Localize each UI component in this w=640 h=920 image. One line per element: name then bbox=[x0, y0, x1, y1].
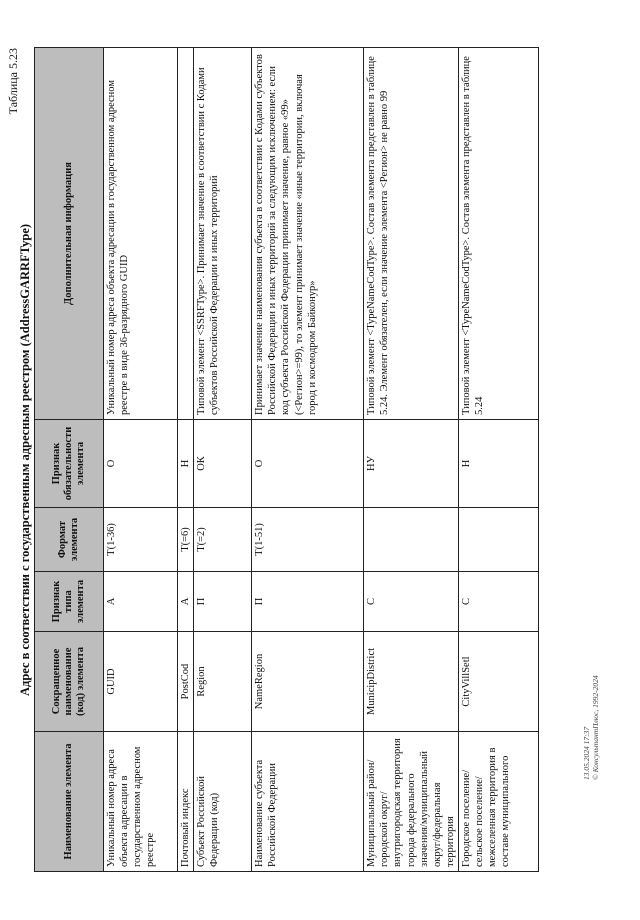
table-row bbox=[459, 48, 539, 872]
header-type: Признак типа элемента bbox=[35, 572, 104, 632]
cell-format: Т(1-51) bbox=[252, 508, 364, 572]
cell-type: П bbox=[194, 572, 252, 632]
cell-name: Муниципальный район/городской округ/внутригородская территория города федерального значения/муниципальный округ/федеральная территория bbox=[364, 732, 459, 872]
cell-name: Субъект Российской Федерации (код) bbox=[194, 732, 252, 872]
table-row bbox=[364, 48, 459, 872]
header-name: Наименование элемента bbox=[35, 732, 104, 872]
header-code: Сокращенное наименование (код) элемента bbox=[35, 632, 104, 732]
cell-type: С bbox=[459, 572, 539, 632]
cell-name: Уникальный номер адреса объекта адресации в государственном адресном реестре bbox=[104, 732, 178, 872]
cell-type: А bbox=[104, 572, 178, 632]
table-caption: Адрес в соответствии с государственным адресным реестром (AddressGARRFType) bbox=[18, 223, 32, 697]
cell-info: Принимает значение наименования субъекта в соответствии с Кодами субъектов Российской Федерации и иных территорий за следующим исключением: если код субъекта Российской Федерации принимает значение, равное «99» (<Регион>=99), то элемент принимает значение «иные территории, включая город и космодром Байконур» bbox=[252, 48, 364, 420]
cell-required: ОК bbox=[194, 420, 252, 508]
table-row bbox=[104, 48, 178, 872]
cell-code: MunicipDistrict bbox=[364, 632, 459, 732]
header-format: Формат элемента bbox=[35, 508, 104, 572]
cell-format bbox=[459, 508, 539, 572]
header-required: Признак обязательности элемента bbox=[35, 420, 104, 508]
cell-type: А bbox=[178, 572, 194, 632]
cell-name: Почтовый индекс bbox=[178, 732, 194, 872]
cell-format: Т(=2) bbox=[194, 508, 252, 572]
cell-info: Типовой элемент <SSRFType>. Принимает значение в соответствии с Кодами субъектов Российской Федерации и иных территорий bbox=[194, 48, 252, 420]
cell-info: Уникальный номер адреса объекта адресации в государственном адресном реестре в виде 36-разрядного GUID bbox=[104, 48, 178, 420]
table-row bbox=[252, 48, 364, 872]
table-header-row bbox=[35, 48, 104, 872]
table-label: Таблица 5.23 bbox=[6, 48, 20, 115]
cell-code: PostCod bbox=[178, 632, 194, 732]
cell-required: О bbox=[104, 420, 178, 508]
table-row bbox=[194, 48, 252, 872]
cell-format bbox=[364, 508, 459, 572]
cell-type: С bbox=[364, 572, 459, 632]
cell-info: Типовой элемент <TypeNameCodType>. Состав элемента представлен в таблице 5.24 bbox=[459, 48, 539, 420]
rotated-page-content bbox=[0, 40, 640, 880]
cell-format: Т(=6) bbox=[178, 508, 194, 572]
cell-required: Н bbox=[178, 420, 194, 508]
address-table bbox=[34, 47, 539, 872]
cell-name: Городское поселение/сельское поселение/межселенная территория в составе муниципального bbox=[459, 732, 539, 872]
cell-name: Наименование субъекта Российской Федерации bbox=[252, 732, 364, 872]
footer-stamp bbox=[582, 620, 600, 780]
header-info: Дополнительная информация bbox=[35, 48, 104, 420]
cell-info bbox=[178, 48, 194, 420]
footer-line-2: © КонсультантПлюс, 1992-2024 bbox=[591, 675, 600, 780]
cell-code: CityVillSetl bbox=[459, 632, 539, 732]
footer-line-1: 13.05.2024 17:37 bbox=[582, 726, 591, 780]
cell-required: Н bbox=[459, 420, 539, 508]
cell-required: НУ bbox=[364, 420, 459, 508]
cell-code: NameRegion bbox=[252, 632, 364, 732]
cell-info: Типовой элемент <TypeNameCodType>. Состав элемента представлен в таблице 5.24. Элемент обязателен, если значение элемента <Регион> не равно 99 bbox=[364, 48, 459, 420]
cell-required: О bbox=[252, 420, 364, 508]
cell-format: Т(1-36) bbox=[104, 508, 178, 572]
table-row bbox=[178, 48, 194, 872]
cell-code: GUID bbox=[104, 632, 178, 732]
cell-code: Region bbox=[194, 632, 252, 732]
cell-type: П bbox=[252, 572, 364, 632]
